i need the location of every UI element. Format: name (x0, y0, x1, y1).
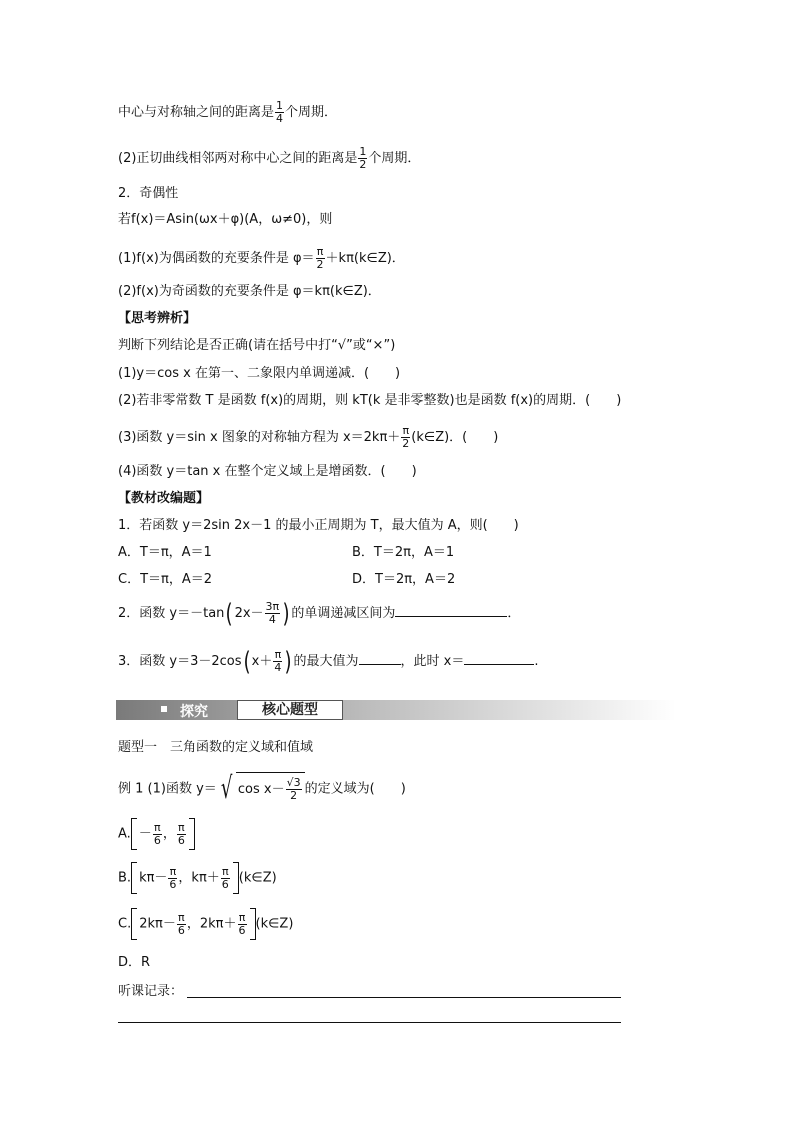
square-bullet-icon (161, 706, 167, 712)
fraction: $\frac{\pi}{6}$ (177, 910, 185, 937)
topic1-title: 题型一 三角函数的定义域和值域 (118, 740, 314, 755)
notes-line[interactable] (187, 997, 621, 998)
fraction: $\frac{√3}{2}$ (286, 776, 301, 802)
sqrt: √ cos x－ $\frac{√3}{2}$ (217, 772, 305, 806)
fraction: $\frac{\pi}{4}$ (274, 648, 282, 674)
fraction: $\frac{3\pi}{4}$ (265, 600, 280, 626)
textbook-q2: 2．函数 y＝－tan( 2x－ $\frac{3\pi}{4}$ ) 的单调递减区间为 ． (118, 598, 521, 629)
example-1-option-a: A. － $\frac{\pi}{6}$ ， $\frac{\pi}{6}$ (118, 818, 195, 851)
fraction: $\frac{1}{2}$ (359, 145, 367, 171)
thinking-item-3: (3)函数 y＝sin x 图象的对称轴方程为 x＝2kπ＋ $\frac{\pi}{2}$ (k∈Z)．( ) (118, 424, 499, 450)
thinking-item-1: (1)y＝cos x 在第一、二象限内单调递减．( ) (118, 366, 401, 381)
thinking-item-2: (2)若非零常数 T 是函数 f(x)的周期，则 kT(k 是非零整数)也是函数 f(x)的周期．( ) (118, 393, 622, 408)
fraction: $\frac{\pi}{6}$ (221, 864, 229, 891)
fraction: $\frac{\pi}{6}$ (177, 820, 185, 847)
answer-blank[interactable] (464, 650, 534, 665)
notes-line[interactable] (118, 1022, 621, 1023)
thinking-item-4: (4)函数 y＝tan x 在整个定义域上是增函数．( ) (118, 464, 417, 479)
fraction: $\frac{\pi}{2}$ (402, 424, 410, 450)
example-1-option-d: D．R (118, 955, 151, 970)
fraction: $\frac{1}{4}$ (276, 99, 284, 125)
q1-option-a: A．T＝π，A＝1 (118, 545, 212, 560)
q1-option-b: B．T＝2π，A＝1 (352, 545, 455, 560)
q1-option-d: D．T＝2π，A＝2 (352, 572, 456, 587)
example-1-option-c: C. 2kπ－ $\frac{\pi}{6}$ ，2kπ＋ $\frac{\pi}{6}$ (k∈Z) (118, 908, 293, 941)
fraction: $\frac{\pi}{2}$ (316, 245, 324, 271)
q1-option-c: C．T＝π，A＝2 (118, 572, 213, 587)
answer-blank[interactable] (395, 602, 507, 617)
thinking-heading: 【思考辨析】 (118, 311, 197, 326)
fraction: $\frac{\pi}{6}$ (238, 910, 246, 937)
example-1-option-b: B. kπ－ $\frac{\pi}{6}$ ，kπ＋ $\frac{\pi}{6}$ (k∈Z) (118, 862, 277, 895)
parity-even: (1)f(x)为偶函数的充要条件是 φ＝ $\frac{\pi}{2}$ ＋kπ(k∈Z)． (118, 245, 405, 271)
answer-blank[interactable] (359, 650, 401, 665)
parity-odd: (2)f(x)为奇函数的充要条件是 φ＝kπ(k∈Z)． (118, 284, 381, 299)
textbook-q1: 1．若函数 y＝2sin 2x－1 的最小正周期为 T，最大值为 A，则( ) (118, 518, 519, 533)
example-1: 例 1 (1)函数 y＝ √ cos x－ $\frac{√3}{2}$ 的定义域为( ) (118, 771, 406, 806)
textbook-heading: 【教材改编题】 (118, 491, 210, 506)
banner-core: 核心题型 (237, 700, 343, 720)
intro-line-2: (2)正切曲线相邻两对称中心之间的距离是 $\frac{1}{2}$ 个周期． (118, 145, 421, 171)
parity-condition: 若f(x)＝Asin(ωx＋φ)(A，ω≠0)，则 (118, 212, 333, 227)
section-banner (116, 700, 676, 720)
thinking-prompt: 判断下列结论是否正确(请在括号中打“√”或“×”) (118, 338, 396, 353)
banner-explore: 探究 (180, 704, 208, 720)
parity-heading: 2．奇偶性 (118, 186, 179, 201)
textbook-q3: 3．函数 y＝3－2cos( x＋ $\frac{\pi}{4}$ ) 的最大值为 ，此时 x＝ . (118, 646, 539, 677)
intro-line-1: 中心与对称轴之间的距离是 $\frac{1}{4}$ 个周期． (118, 99, 338, 125)
fraction: $\frac{\pi}{6}$ (153, 820, 161, 847)
notes-label: 听课记录： (118, 984, 184, 999)
fraction: $\frac{\pi}{6}$ (169, 864, 177, 891)
